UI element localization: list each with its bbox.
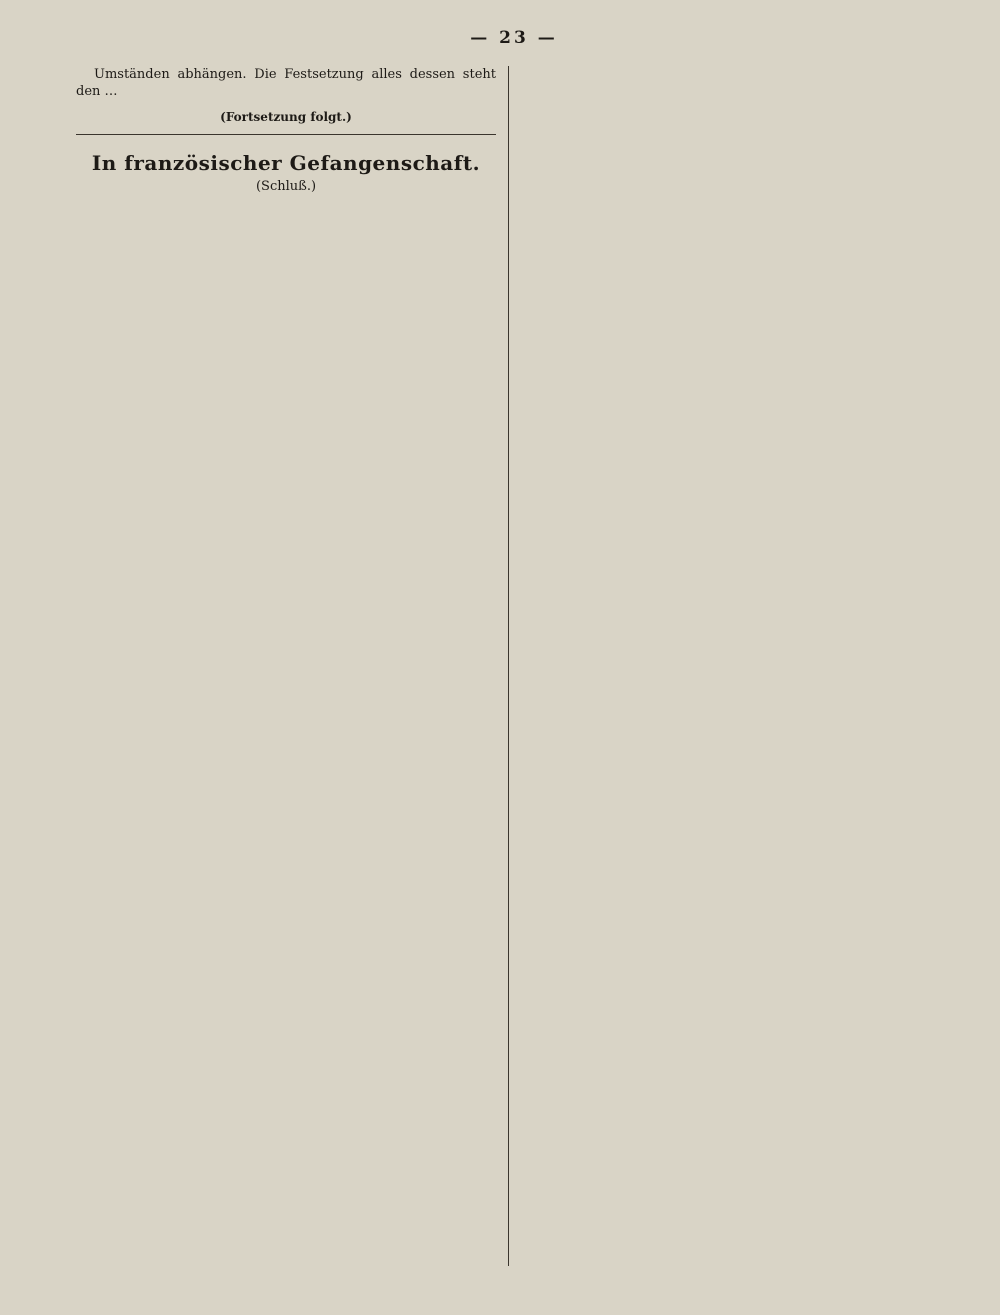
- article-subtitle: (Schluß.): [255, 179, 317, 194]
- paragraph: Umständen abhängen. Die Festsetzung alles dessen steht den …: [76, 67, 496, 99]
- divider: [76, 134, 496, 135]
- article-title: In französischer Gefangenschaft.: [91, 151, 481, 175]
- columns: [76, 66, 952, 1266]
- right-column: [521, 66, 941, 1266]
- page-number: — 23 —: [470, 28, 558, 48]
- to-be-continued: (Fortsetzung folgt.): [220, 110, 352, 124]
- left-column: [76, 66, 496, 1266]
- story-continuation: [76, 66, 496, 100]
- column-rule: [508, 66, 509, 1266]
